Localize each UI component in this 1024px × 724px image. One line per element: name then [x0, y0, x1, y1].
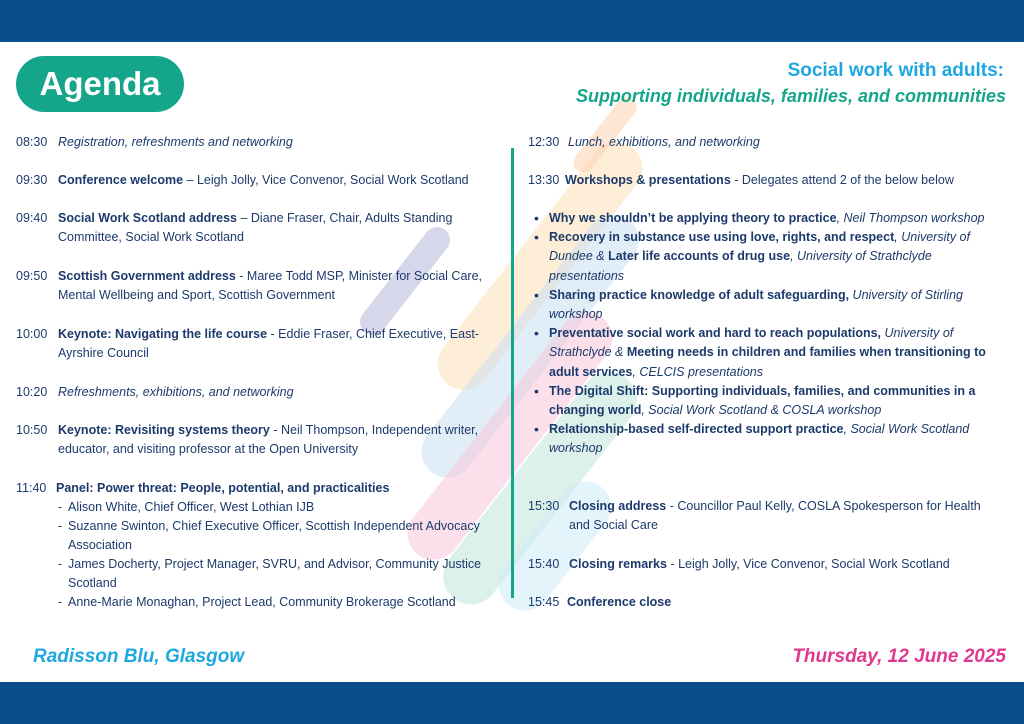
workshop-item: • The Digital Shift: Supporting individuals, families, and communities in a changing world, Social Work Scotland & COSLA workshop: [528, 382, 1004, 420]
agenda-time: 09:40: [16, 211, 48, 225]
conference-title: Social work with adults:: [787, 60, 1004, 81]
agenda-time: 10:20: [16, 385, 48, 399]
session-title: Conference welcome: [58, 173, 184, 187]
panel-member: - Suzanne Swinton, Chief Executive Officer, Scottish Independent Advocacy Association: [58, 519, 480, 553]
agenda-text: Registration, refreshments and networking: [58, 135, 293, 149]
workshop-item: • Why we shouldn’t be applying theory to practice, Neil Thompson workshop: [528, 209, 1004, 228]
session-detail: - Leigh Jolly, Vice Convenor, Social Work Scotland: [666, 557, 950, 571]
agenda-time: 10:00: [16, 327, 48, 341]
session-title: Scottish Government address: [58, 269, 236, 283]
session-detail: – Diane Fraser, Chair, Adults Standing Committee, Social Work Scotland: [58, 211, 453, 245]
session-title: Closing address: [569, 499, 667, 513]
session-title: Panel: Power threat: People, potential, and practicalities: [56, 481, 390, 495]
session-title: Conference close: [567, 595, 672, 609]
workshop-list: [528, 209, 1004, 459]
conference-subtitle: Supporting individuals, families, and communities: [575, 86, 1006, 106]
workshop-item: • Relationship-based self-directed support practice, Social Work Scotland workshop: [528, 420, 1004, 458]
bottom-banner: [0, 682, 1024, 724]
agenda-time: 09:50: [16, 269, 48, 283]
session-detail: – Leigh Jolly, Vice Convenor, Social Work Scotland: [183, 173, 469, 187]
event-date: Thursday, 12 June 2025: [792, 646, 1006, 667]
panel-member: - James Docherty, Project Manager, SVRU, and Advisor, Community Justice Scotland: [58, 557, 482, 591]
session-title: Workshops & presentations: [565, 173, 731, 187]
agenda-text: Refreshments, exhibitions, and networking: [58, 385, 294, 399]
session-detail: - Councillor Paul Kelly, COSLA Spokesperson for Health and Social Care: [569, 499, 981, 533]
agenda-time: 15:40: [528, 557, 560, 571]
session-title: Social Work Scotland address: [58, 211, 237, 225]
panel-member: - Anne-Marie Monaghan, Project Lead, Community Brokerage Scotland: [58, 595, 456, 609]
venue: Radisson Blu, Glasgow: [33, 646, 245, 667]
session-detail: - Delegates attend 2 of the below below: [730, 173, 954, 187]
agenda-time: 12:30: [528, 135, 560, 149]
workshop-item: • Preventative social work and hard to reach populations, University of Strathclyde & Meeting needs in children and families when transitioning to adult services, CELCIS presentations: [528, 324, 1004, 382]
top-banner: [0, 0, 1024, 42]
agenda-time: 11:40: [16, 481, 47, 495]
session-title: Closing remarks: [569, 557, 667, 571]
session-title: Keynote: Revisiting systems theory: [58, 423, 270, 437]
agenda-time: 13:30: [528, 173, 560, 187]
agenda-time: 09:30: [16, 173, 48, 187]
workshop-item: • Recovery in substance use using love, rights, and respect, University of Dundee & Later life accounts of drug use, University of Strathclyde presentations: [528, 228, 1004, 286]
agenda-text: Lunch, exhibitions, and networking: [568, 135, 760, 149]
session-detail: - Eddie Fraser, Chief Executive, East-Ayrshire Council: [58, 327, 479, 361]
panel-member: - Alison White, Chief Officer, West Lothian IJB: [58, 500, 315, 514]
column-divider: [511, 148, 514, 598]
agenda-time: 15:45: [528, 595, 560, 609]
agenda-time: 10:50: [16, 423, 48, 437]
agenda-time: 08:30: [16, 135, 48, 149]
workshop-item: • Sharing practice knowledge of adult safeguarding, University of Stirling workshop: [528, 286, 1004, 324]
session-detail: - Maree Todd MSP, Minister for Social Care, Mental Wellbeing and Sport, Scottish Government: [58, 269, 482, 303]
agenda-time: 15:30: [528, 499, 560, 513]
session-title: Keynote: Navigating the life course: [58, 327, 268, 341]
agenda-badge: Agenda: [16, 56, 184, 112]
session-detail: - Neil Thompson, Independent writer, educator, and visiting professor at the Open University: [58, 423, 479, 457]
